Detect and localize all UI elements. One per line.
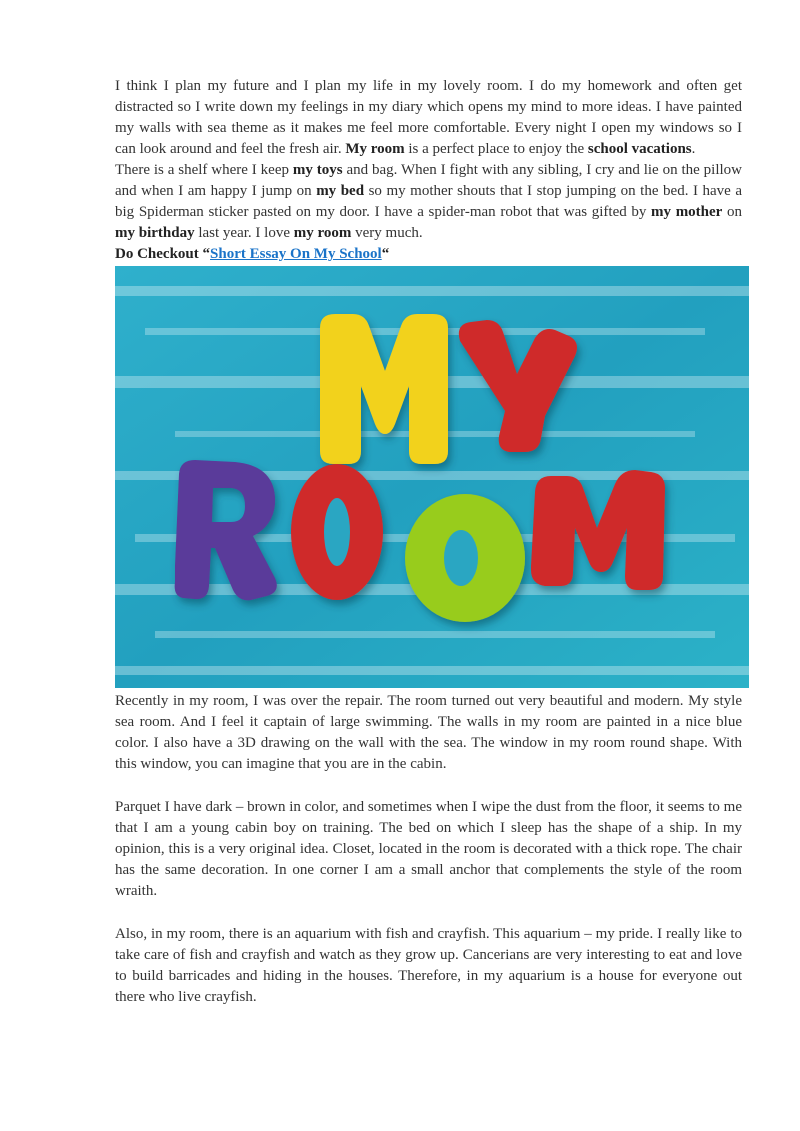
bold-text: my toys (292, 162, 343, 178)
checkout-line (115, 244, 742, 265)
bold-text: My room (345, 141, 405, 157)
short-essay-link[interactable]: Short Essay On My School (210, 246, 382, 262)
paragraph-aquarium: Also, in my room, there is an aquarium with fish and crayfish. This aquarium – my pride. I really like to take care of fish and crayfish and watch as they grow up. Cancerians are very interesting to eat and love to build barricades and hiding in the houses. Therefore, in my aquarium is a house for everyone out there who live crayfish. (115, 926, 742, 1005)
letter-o-green (405, 494, 525, 622)
text: very much. (351, 225, 423, 241)
bold-text: my mother (651, 204, 723, 220)
text: so my mother shouts that I stop jumping on the bed. I have a big Spiderman sticker pasted on my door. I have a spider-man robot that was gifted by (115, 183, 742, 220)
text: is a perfect place to enjoy the (404, 141, 588, 157)
checkout-prefix: Do Checkout “ (115, 246, 211, 262)
bold-text: my birthday (115, 225, 195, 241)
letter-o-red (291, 464, 383, 600)
text: last year. I love (194, 225, 294, 241)
paragraph-room-life (115, 76, 742, 160)
paragraph-repair: Recently in my room, I was over the repair. The room turned out very beautiful and modern. My style sea room. And I feel it captain of large swimming. The walls in my room are painted in a nice blue color. I also have a 3D drawing on the wall with the sea. The window in my room round shape. With this window, you can imagine that you are in the cabin. (115, 693, 742, 772)
checkout-suffix: “ (381, 246, 390, 262)
text: on (722, 204, 742, 220)
text: and bag. When I fight with any sibling, I cry and lie on the pillow and when I am happy I jump on (115, 162, 743, 199)
text: I think I plan my future and I plan my life in my lovely room. I do my homework and often get distracted so I write down my feelings in my diary which opens my mind to more ideas. I have painted my walls with sea theme as it makes me feel more comfortable. Every night I open my windows so I can look around and feel the fresh air. (115, 78, 742, 157)
my-room-image (115, 266, 749, 688)
text: . (691, 141, 696, 157)
article-body (115, 76, 742, 1008)
bold-text: my bed (316, 183, 365, 199)
bold-text: my room (293, 225, 352, 241)
paragraph-shelf-toys (115, 160, 742, 244)
bold-text: school vacations (587, 141, 692, 157)
text: There is a shelf where I keep (115, 162, 293, 178)
paragraph-parquet: Parquet I have dark – brown in color, and sometimes when I wipe the dust from the floor, it seems to me that I am a young cabin boy on training. The bed on which I sleep has the shape of a ship. In my opinion, this is a very original idea. Closet, located in the room is decorated with a thick rope. The chair has the same decoration. In one corner I am a small anchor that complements the style of the room wraith. (115, 799, 742, 899)
paragraph-gap (115, 775, 742, 797)
paragraph-gap (115, 902, 742, 924)
